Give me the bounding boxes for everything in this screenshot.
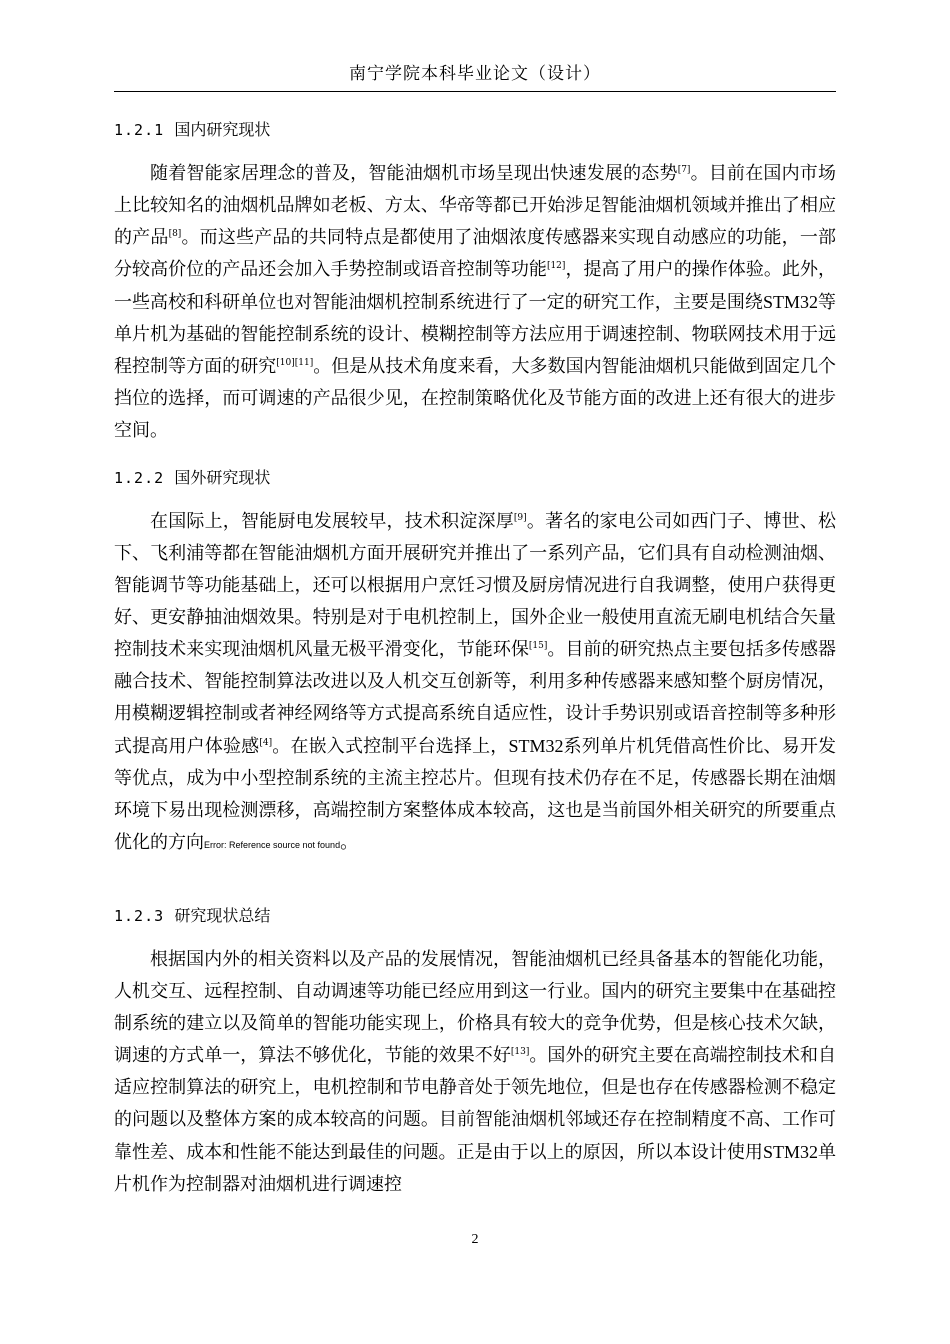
citation: [15] bbox=[528, 641, 548, 651]
paragraph-foreign-research bbox=[114, 506, 836, 861]
text-run: 。但是从技术角度来看，大多数国内智能油烟机只能做到固定几个挡位的选择，而可调速的产品很少见，在控制策略优化及节能方面的改进上还有很大的进步空间。 bbox=[114, 356, 836, 441]
citation: [9] bbox=[513, 513, 527, 523]
citation: [13] bbox=[510, 1047, 530, 1057]
text-run: 随着智能家居理念的普及，智能油烟机市场呈现出快速发展的态势 bbox=[150, 163, 678, 184]
section-number: 1.2.2 bbox=[114, 469, 165, 487]
text-run: ，提高了用户的操作体验。此外，一些高校和科研单位也对智能油烟机控制系统进行了一定的研究工作，主要是围绕 bbox=[114, 259, 837, 313]
text-run: 等单片机为基础的智能控制系统的设计、模糊控制等方法应用于调速控制、物联网技术用于远程控制等方面的研究 bbox=[114, 292, 837, 377]
text-run: 在国际上，智能厨电发展较早，技术积淀深厚 bbox=[150, 511, 514, 532]
citation: [8] bbox=[168, 229, 182, 239]
text-run: 单片机作为控制器对油烟机进行调速控 bbox=[114, 1142, 837, 1195]
text-run: 。国外的研究主要在高端控制技术和自适应控制算法的研究上，电机控制和节电静音处于领先地位，但是也存在传感器检测不稳定的问题以及整体方案的成本较高的问题。目前智能油烟机邻域还存在控制精度不高、工作可靠性差、成本和性能不能达到最佳的问题。正是由于以上的原因，所以本设计使用 bbox=[114, 1045, 837, 1163]
citation: [7] bbox=[677, 165, 691, 175]
text-run: 。而这些产品的共同特点是都使用了油烟浓度传感器来实现自动感应的功能，一部分较高价位的产品还会加入手势控制或语音控制等功能 bbox=[114, 227, 837, 280]
text-run: 。 bbox=[340, 832, 359, 853]
section-heading-1-2-3 bbox=[114, 904, 270, 928]
page-number: 2 bbox=[471, 1232, 479, 1247]
section-number: 1.2.1 bbox=[114, 121, 165, 139]
text-run: 。著名的家电公司如西门子、博世、松下、飞利浦等都在智能油烟机方面开展研究并推出了一系列产品，它们具有自动检测油烟、智能调节等功能基础上，还可以根据用户烹饪习惯及厨房情况进行自我调整，使用户获得更好、更安静抽油烟效果。特别是对于电机控制上，国外企业一般使用直流无刷电机结合矢量控制技术来实现油烟机风量无极平滑变化，节能环保 bbox=[114, 511, 837, 660]
section-heading-1-2-2 bbox=[114, 466, 270, 490]
header-divider bbox=[114, 91, 836, 92]
section-title: 国内研究现状 bbox=[174, 120, 271, 139]
text-run: 系列单片机凭借高性价比、易开发等优点，成为中小型控制系统的主流主控芯片。但现有技术仍存在不足，传感器长期在油烟环境下易出现检测漂移，高端控制方案整体成本较高，这也是当前国外相关研究的所要重点优化的方向 bbox=[114, 736, 837, 853]
term-stm32: STM32 bbox=[762, 292, 818, 312]
error-reference: Error: Reference source not found bbox=[204, 840, 341, 850]
citation: [10][11] bbox=[276, 358, 314, 368]
citation: [4] bbox=[259, 738, 273, 748]
text-run: 。在嵌入式控制平台选择上， bbox=[272, 736, 509, 757]
text-run: 。目前在国内市场上比较知名的油烟机品牌如老板、方太、华帝等都已开始涉足智能油烟机领域并推出了相应的产品 bbox=[114, 163, 837, 248]
text-run: 。目前的研究热点主要包括多传感器融合技术、智能控制算法改进以及人机交互创新等，利用多种传感器来感知整个厨房情况，用模糊逻辑控制或者神经网络等方式提高系统自适应性，设计手势识别或语音控制等多种形式提高用户体验感 bbox=[114, 639, 837, 757]
term-stm32: STM32 bbox=[508, 736, 564, 756]
section-number: 1.2.3 bbox=[114, 907, 165, 925]
page-header-title: 南宁学院本科毕业论文（设计） bbox=[349, 64, 601, 84]
term-stm32: STM32 bbox=[762, 1142, 818, 1162]
section-heading-1-2-1 bbox=[114, 118, 270, 142]
paragraph-research-summary bbox=[114, 944, 836, 1201]
section-title: 国外研究现状 bbox=[174, 468, 271, 487]
text-run: 根据国内外的相关资料以及产品的发展情况，智能油烟机已经具备基本的智能化功能，人机交互、远程控制、自动调速等功能已经应用到这一行业。国内的研究主要集中在基础控制系统的建立以及简单的智能功能实现上，价格具有较大的竞争优势，但是核心技术欠缺，调速的方式单一，算法不够优化，节能的效果不好 bbox=[114, 949, 836, 1066]
section-title: 研究现状总结 bbox=[174, 906, 271, 925]
paragraph-domestic-research bbox=[114, 158, 836, 447]
citation: [12] bbox=[546, 261, 566, 271]
